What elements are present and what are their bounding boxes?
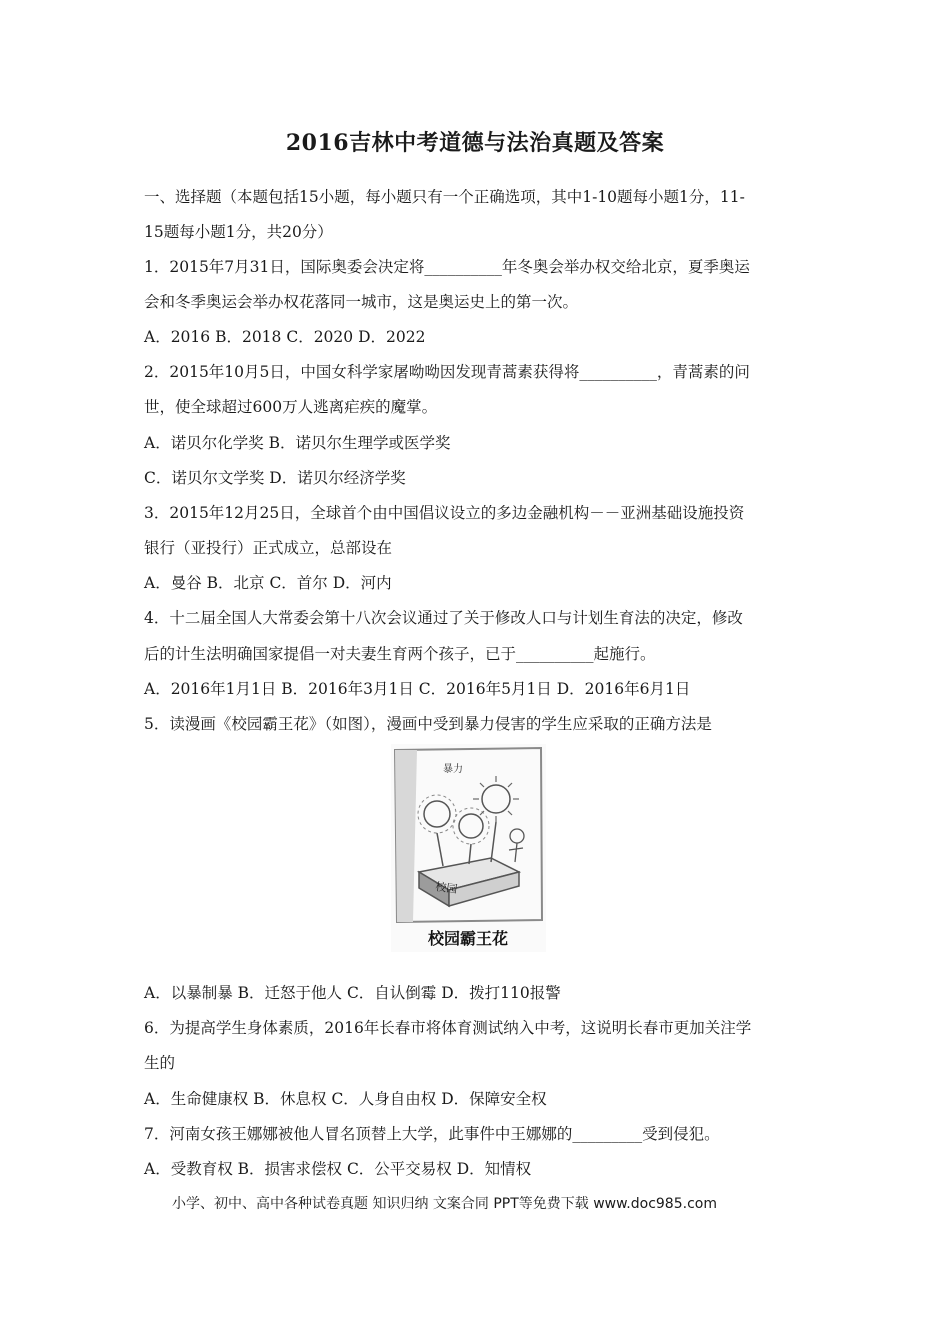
text-line: 世，使全球超过600万人逃离疟疾的魔掌。	[144, 398, 438, 416]
question-5-options: A．以暴制暴 B．迁怒于他人 C．自认倒霉 D．拨打110报警	[144, 984, 561, 1002]
question-2-options: A．诺贝尔化学奖 B．诺贝尔生理学或医学奖	[144, 434, 451, 452]
question-1-options: A．2016 B．2018 C．2020 D．2022	[144, 328, 426, 346]
page-footer: 小学、初中、高中各种试卷真题 知识归纳 文案合同 PPT等免费下载 www.doc985.com	[172, 1196, 717, 1212]
text-line: 15题每小题1分，共20分）	[144, 223, 333, 241]
question-2-options: C．诺贝尔文学奖 D．诺贝尔经济学奖	[144, 469, 406, 487]
book-label: 校园	[434, 880, 459, 897]
flower-label: 暴力	[443, 764, 463, 775]
question-7-options: A．受教育权 B．损害求偿权 C．公平交易权 D．知情权	[144, 1160, 532, 1178]
section-heading: 一、选择题（本题包括15小题，每小题只有一个正确选项，其中1-10题每小题1分，11-	[144, 188, 745, 206]
question-2: 2．2015年10月5日，中国女科学家屠呦呦因发现青蒿素获得将__________，青蒿素的问	[144, 363, 750, 381]
text-line: 会和冬季奥运会举办权花落同一城市，这是奥运史上的第一次。	[144, 293, 579, 311]
cartoon-caption: 校园霸王花	[427, 929, 509, 948]
question-4-options: A．2016年1月1日 B．2016年3月1日 C．2016年5月1日 D．2016年6月1日	[144, 680, 691, 698]
text-line: 生的	[144, 1054, 176, 1072]
cartoon-drawing	[391, 744, 546, 952]
document-title: 2016吉林中考道德与法治真题及答案	[285, 130, 665, 156]
question-7: 7．河南女孩王娜娜被他人冒名顶替上大学，此事件中王娜娜的_________受到侵犯。	[144, 1125, 720, 1143]
question-6: 6．为提高学生身体素质，2016年长春市将体育测试纳入中考，这说明长春市更加关注学	[144, 1019, 752, 1037]
question-3: 3．2015年12月25日，全球首个由中国倡议设立的多边金融机构－－亚洲基础设施投资	[144, 504, 745, 522]
question-3-options: A．曼谷 B．北京 C．首尔 D．河内	[144, 574, 392, 592]
question-4: 4．十二届全国人大常委会第十八次会议通过了关于修改人口与计划生育法的决定，修改	[144, 609, 743, 627]
question-5: 5．读漫画《校园霸王花》（如图），漫画中受到暴力侵害的学生应采取的正确方法是	[144, 715, 712, 733]
text-line: 后的计生法明确国家提倡一对夫妻生育两个孩子，已于__________起施行。	[144, 645, 656, 663]
text-line: 银行（亚投行）正式成立，总部设在	[144, 539, 393, 557]
cartoon-image	[391, 744, 546, 952]
question-6-options: A．生命健康权 B．休息权 C．人身自由权 D．保障安全权	[144, 1090, 547, 1108]
question-1: 1．2015年7月31日，国际奥委会决定将__________年冬奥会举办权交给北京，夏季奥运	[144, 258, 750, 276]
